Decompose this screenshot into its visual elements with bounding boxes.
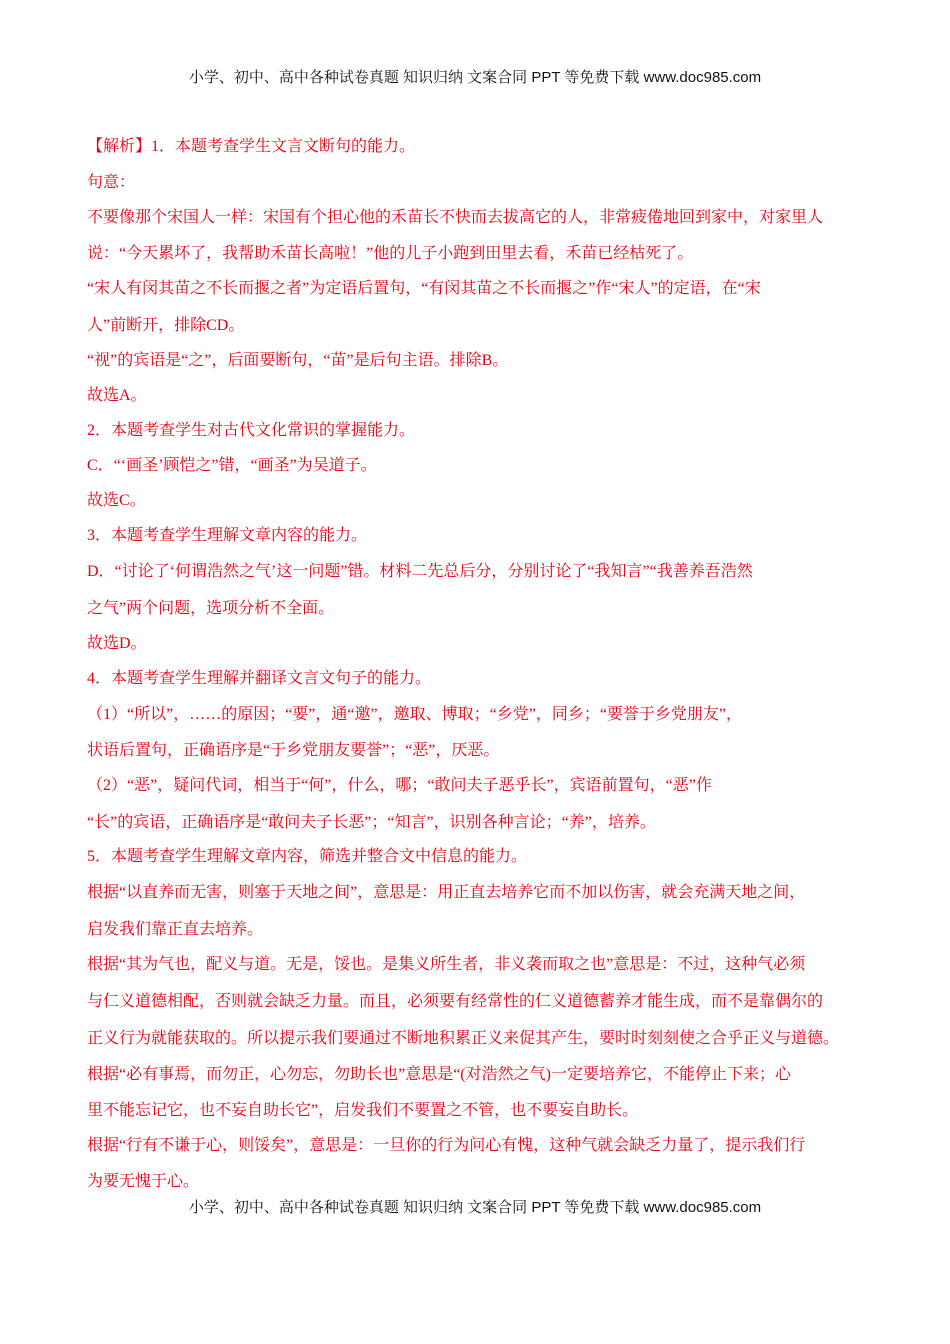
text-line: C．“‘画圣’顾恺之”错，“画圣”为吴道子。 <box>87 457 377 474</box>
text-line: 故选C。 <box>87 492 146 509</box>
text-line: 启发我们靠正直去培养。 <box>87 921 264 938</box>
text-line: “视”的宾语是“之”，后面要断句，“苗”是后句主语。排除B。 <box>87 352 509 369</box>
text-line: 与仁义道德相配，否则就会缺乏力量。而且，必须要有经常性的仁义道德蓄养才能生成，而不是靠偶尔的 <box>87 993 824 1010</box>
text-line: 句意： <box>87 174 136 191</box>
text-line: 根据“行有不谦于心，则馁矣”，意思是：一旦你的行为问心有愧，这种气就会缺乏力量了，提示我们行 <box>87 1137 806 1154</box>
text-line: 5．本题考查学生理解文章内容，筛选并整合文中信息的能力。 <box>87 848 528 865</box>
text-line: 故选D。 <box>87 635 147 652</box>
text-line: D．“讨论了‘何谓浩然之气’这一问题”错。材料二先总后分，分别讨论了“我知言”“我善养吾浩然 <box>87 563 753 580</box>
text-line: 正义行为就能获取的。所以提示我们要通过不断地积累正义来促其产生，要时时刻刻使之合乎正义与道德。 <box>87 1030 840 1047</box>
page-footer: 小学、初中、高中各种试卷真题 知识归纳 文案合同 PPT 等免费下载 www.doc985.com <box>188 1199 762 1216</box>
text-line: 2．本题考查学生对古代文化常识的掌握能力。 <box>87 422 416 439</box>
text-line: 状语后置句，正确语序是“于乡党朋友要誉”；“恶”，厌恶。 <box>87 742 500 759</box>
text-line: 故选A。 <box>87 387 147 404</box>
text-line: 3．本题考查学生理解文章内容的能力。 <box>87 527 368 544</box>
text-line: 根据“以直养而无害，则塞于天地之间”，意思是：用正直去培养它而不加以伤害，就会充满天地之间， <box>87 884 806 901</box>
page-header: 小学、初中、高中各种试卷真题 知识归纳 文案合同 PPT 等免费下载 www.doc985.com <box>188 69 762 86</box>
text-line: 4．本题考查学生理解并翻译文言文句子的能力。 <box>87 670 432 687</box>
text-line: 【解析】1．本题考查学生文言文断句的能力。 <box>87 138 416 155</box>
text-line: （2）“恶”，疑问代词，相当于“何”，什么，哪；“敢问夫子恶乎长”，宾语前置句，“恶”作 <box>87 777 712 794</box>
text-line: “长”的宾语，正确语序是“敢问夫子长恶”；“知言”，识别各种言论；“养”，培养。 <box>87 814 656 831</box>
text-line: 不要像那个宋国人一样：宋国有个担心他的禾苗长不快而去拔高它的人，非常疲倦地回到家中，对家里人 <box>87 209 824 226</box>
text-line: 说：“今天累坏了，我帮助禾苗长高啦！”他的儿子小跑到田里去看，禾苗已经枯死了。 <box>87 245 694 262</box>
text-line: 为要无愧于心。 <box>87 1173 200 1190</box>
text-line: 根据“其为气也，配义与道。无是，馁也。是集义所生者，非义袭而取之也”意思是：不过，这种气必须 <box>87 956 806 973</box>
text-line: 根据“必有事焉，而勿正，心勿忘，勿助长也”意思是“(对浩然之气)一定要培养它，不能停止下来；心 <box>87 1066 791 1083</box>
text-line: （1）“所以”，……的原因；“要”，通“邀”，邀取、博取；“乡党”，同乡；“要誉于乡党朋友”， <box>87 706 743 723</box>
text-line: “宋人有闵其苗之不长而揠之者”为定语后置句，“有闵其苗之不长而揠之”作“宋人”的定语，在“宋 <box>87 280 761 297</box>
text-line: 人”前断开，排除CD。 <box>87 317 245 334</box>
text-line: 之气”两个问题，选项分析不全面。 <box>87 600 335 617</box>
text-line: 里不能忘记它，也不妄自助长它”，启发我们不要置之不管，也不要妄自助长。 <box>87 1102 639 1119</box>
